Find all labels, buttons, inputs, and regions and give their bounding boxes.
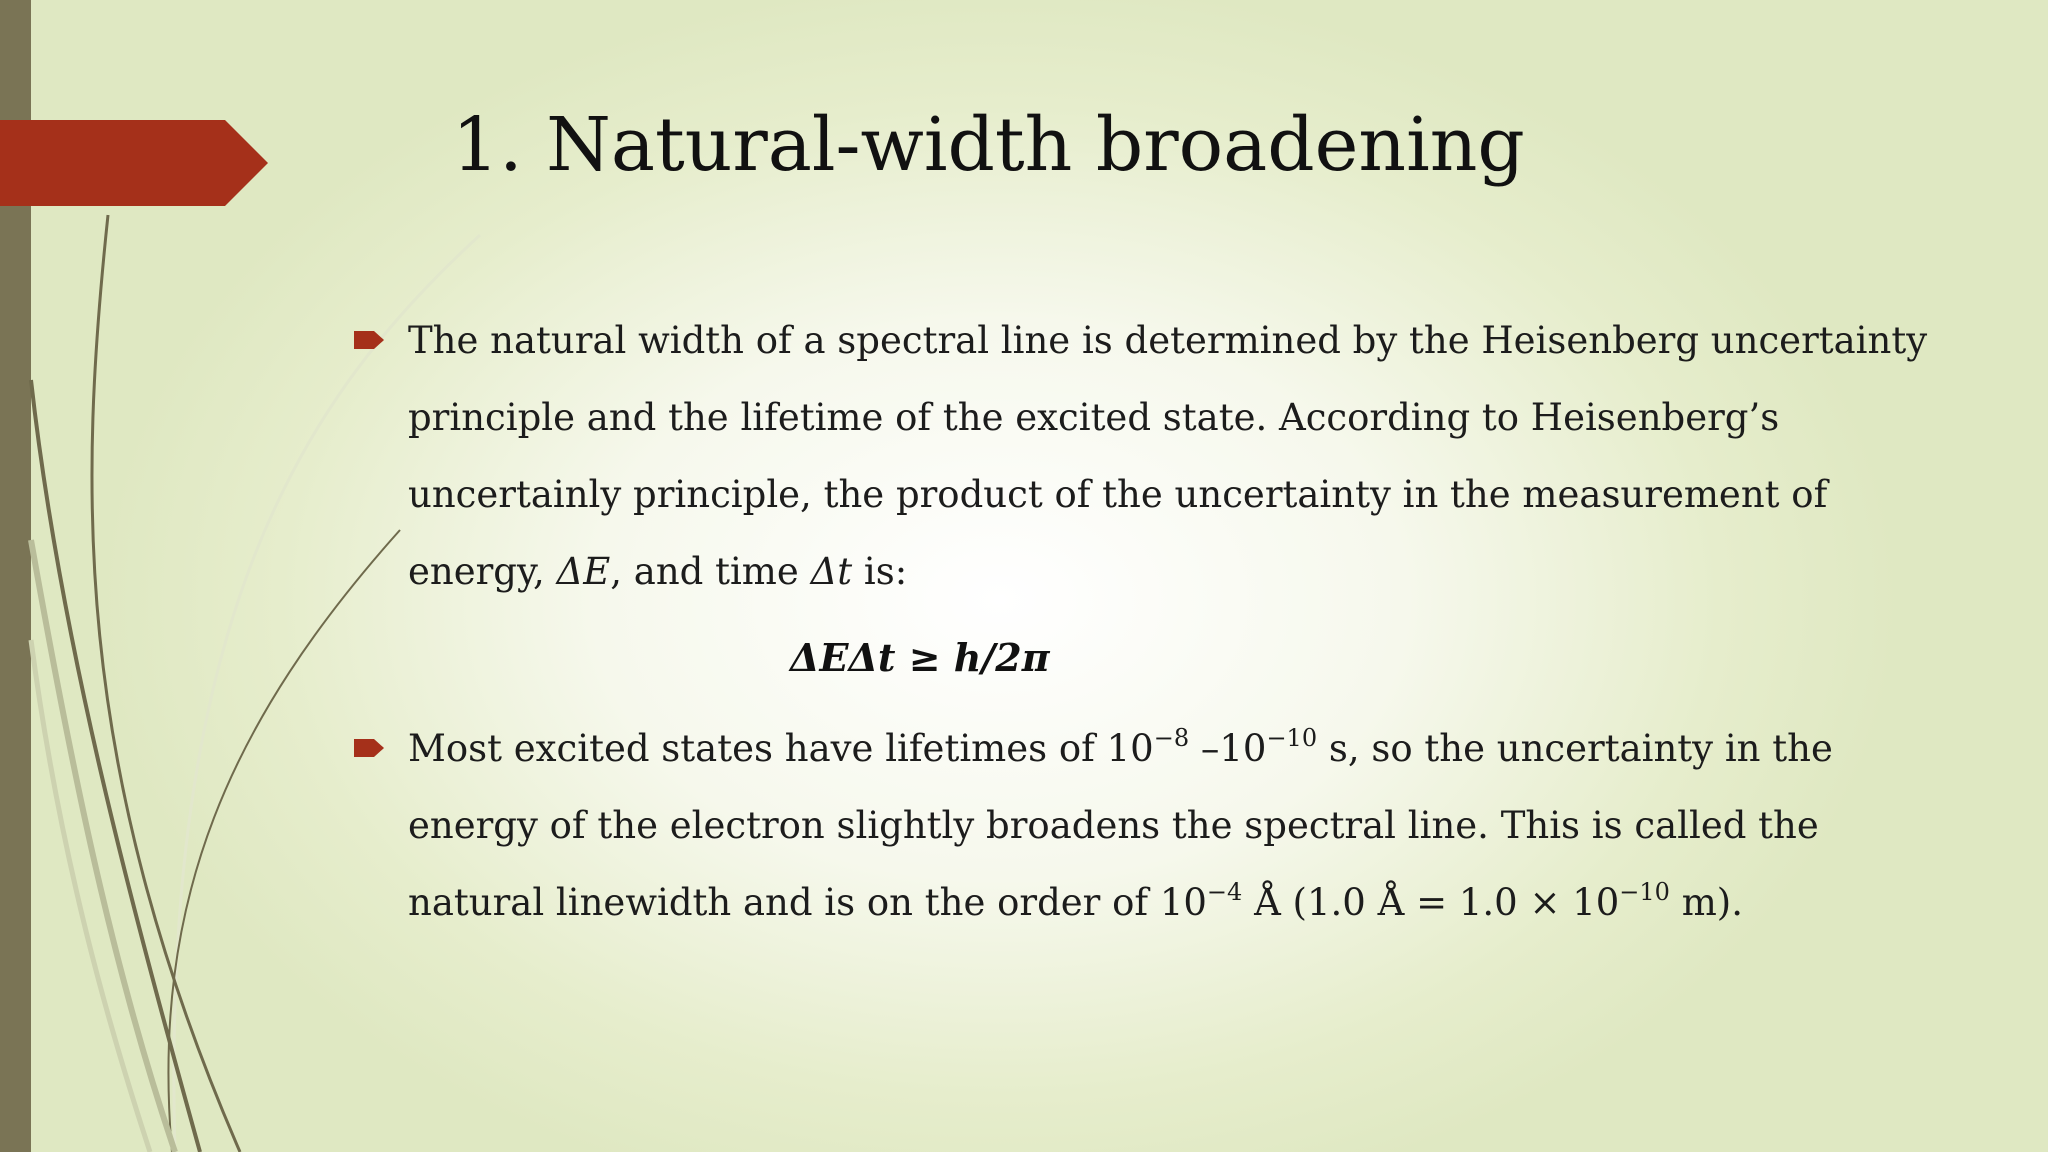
arrow-bullet-icon — [352, 327, 386, 353]
bullet-item-lifetimes — [352, 710, 1932, 941]
uncertainty-formula: ΔEΔt ≥ h/2π — [790, 635, 1050, 680]
bullet-text: Most excited states have lifetimes of $10^{-8}$ $-10^{-10}$ s, so the uncertainty in the energy of the electron slightly broadens the spectral line. This is called the natural linewidth and is on the order of $10^{-4}$ Å (1.0 Å = $1.0 \times 10^{-10}$ m). — [408, 723, 1833, 924]
bullet-item-natural-width — [352, 302, 1932, 610]
arrow-bullet-icon — [352, 735, 386, 761]
slide-title: 1. Natural-width broadening — [452, 102, 1525, 188]
title-arrow-tab — [0, 120, 270, 206]
slide-content — [352, 302, 1932, 941]
bullet-text: The natural width of a spectral line is determined by the Heisenberg uncertainty principle and the lifetime of the excited state. According to Heisenberg’s uncertainly principle, the product of the uncertainty in the measurement of energy, ΔE, and time Δt is: — [408, 319, 1928, 593]
